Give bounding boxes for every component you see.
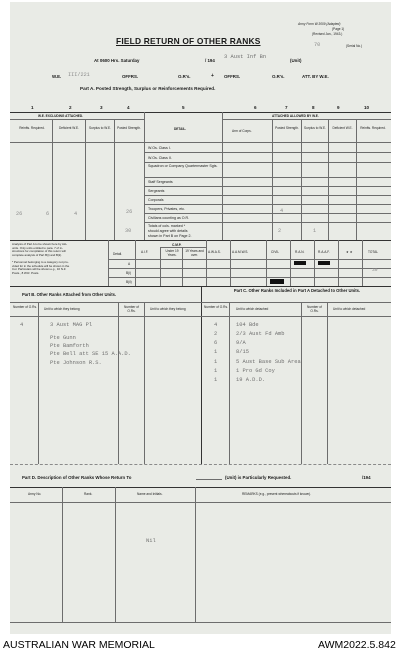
analysis-note [12, 243, 69, 275]
pc-row-0-unit: 104 Bde [236, 322, 259, 328]
head-reinfts: Reinfts. Required. [19, 126, 45, 130]
ah-aif: A.I.F. [141, 250, 149, 254]
analysis-vrule [362, 240, 363, 286]
line-at-time: 0600 [99, 58, 110, 63]
pc-row-4-n: 1 [214, 359, 218, 365]
col-num-8: 8 [312, 105, 315, 110]
line-at-hrs-day: Hrs. Saturday [110, 58, 140, 63]
analysis-note-l3: structions for compilation of this return will [12, 249, 66, 254]
entry-col7-mark: 2 [278, 228, 282, 234]
part-a-rule [10, 119, 144, 120]
pd-entry: Nil [146, 538, 156, 544]
ar-bii: B(ii) [126, 280, 132, 284]
analysis-note-l6: * Personnel belonging to a category not pro- [12, 259, 69, 264]
form-title: FIELD RETURN OF OTHER RANKS [116, 36, 261, 46]
part-d-vrule [115, 487, 116, 622]
pb-row-1-unit: Pte Gunn [50, 335, 76, 341]
head-r-surplus: Surplus to W.E. [304, 126, 326, 130]
head-deficient: Deficient W.E. [58, 126, 80, 130]
pc-row-1-n: 2 [214, 331, 218, 337]
part-a-rule [222, 119, 391, 120]
we-excl-header: W.E. EXCLUDING ATTACHED. [38, 114, 84, 118]
col-num-1: 1 [31, 105, 34, 110]
ah-under19: Under 19 Years. [165, 249, 179, 257]
part-d-vrule [195, 487, 196, 622]
entry-col6-posted: 4 [280, 208, 284, 214]
pc-row-3-unit: 8/15 [236, 349, 249, 355]
col-num-7: 7 [285, 105, 288, 110]
part-a-vrule [114, 119, 115, 240]
analysis-note-l7: vided for in the schedule will be shown in the [12, 263, 70, 268]
detail-rule [144, 162, 391, 163]
pc-row-5-n: 1 [214, 368, 218, 374]
head-posted: Posted Strength. [117, 126, 141, 130]
entry-col2: 4 [74, 211, 78, 217]
analysis-vrule [160, 247, 161, 286]
part-a-vrule [222, 112, 223, 240]
unit-label: (Unit) [290, 58, 302, 63]
col-num-4: 4 [127, 105, 130, 110]
redaction-block [270, 279, 284, 284]
col-num-3: 3 [100, 105, 103, 110]
serial-no-label: (Serial No.) [346, 44, 363, 48]
head-r-posted: Posted Strength. [275, 126, 299, 130]
col-num-10: 10 [364, 105, 370, 110]
part-d-top-rule [10, 487, 391, 488]
footer-right: AWM2022.5.842 [318, 639, 396, 651]
line-at [94, 58, 139, 63]
pc-row-4-unit: 5 Aust Base Sub Area [236, 359, 301, 365]
part-d-bottom-rule [10, 622, 391, 623]
detail-row-sgt: Sergeants [148, 189, 165, 193]
detail-rule [144, 177, 391, 178]
pc-row-6-unit: 19 A.D.D. [236, 377, 266, 383]
totals-line3: shown in Part B on Page 2. [148, 234, 192, 238]
ah-awas: A.W.A.S. [208, 250, 221, 254]
pc-head-u2: Unit to which detached [333, 307, 366, 311]
form-ref-line2: (Page 1) [332, 27, 345, 31]
detail-rule [144, 152, 391, 153]
part-c-vrule [327, 302, 328, 464]
pc-row-0-n: 4 [214, 322, 218, 328]
pb-head-u1: Unit to which they belong [44, 307, 80, 311]
pb-head-u2: Unit to which they belong [150, 307, 186, 311]
part-c-vrule [301, 302, 302, 464]
detail-rule [144, 204, 391, 205]
part-d-title2: (Unit) is Particularly Requested. [225, 475, 292, 480]
analysis-vrule [182, 247, 183, 286]
entry-col4-total: 30 [125, 228, 132, 234]
part-d-vrule [62, 487, 63, 622]
analysis-vrule [314, 240, 315, 286]
unit-value: 3 Aust Inf Bn [224, 54, 267, 60]
detail-row-woii: W.Os. Class II. [148, 156, 172, 160]
ah-stars: ★ ★ [346, 250, 353, 254]
footer-left: AUSTRALIAN WAR MEMORIAL [3, 639, 155, 651]
pc-row-5-unit: 1 Pro Gd Coy [236, 368, 275, 374]
detail-rule [144, 195, 391, 196]
analysis-vrule [135, 240, 136, 286]
detail-row-cpl: Corporals [148, 198, 164, 202]
pb-head-n2: Number of O.Rs. [124, 305, 139, 313]
totals-line1: Totals of cols. marked * [148, 224, 186, 228]
pc-head-n2: Number of O.Rs. [307, 305, 322, 313]
part-a-vrule [52, 119, 53, 240]
part-bc-rule [10, 316, 391, 317]
ah-raaf: R.A.A.F. [318, 250, 330, 254]
analysis-note-l8: Col. Particulars will be shown e.g., 16 N.Z. [12, 267, 67, 272]
ar-detail: Detail. [113, 252, 123, 256]
pb-row-4-unit: Pte Johnson R.S. [50, 360, 102, 366]
line-at-prefix: At [94, 58, 99, 63]
part-b-vrule [144, 302, 145, 464]
analysis-rule [160, 247, 206, 248]
we-value: III/221 [68, 72, 90, 78]
ah-19over: 19 Years and over. [185, 249, 204, 257]
col-num-6: 6 [254, 105, 257, 110]
perforation-line [10, 464, 391, 465]
part-b-vrule [118, 302, 119, 464]
detail-rule [144, 186, 391, 187]
part-d-date: /194 [362, 475, 371, 480]
form-ref-line1: Army Form W.3009 (Adapted) [298, 22, 341, 26]
detail-rule [144, 222, 391, 223]
pd-head-armno: Army No. [28, 492, 42, 496]
we-plus: + [211, 73, 214, 79]
pc-head-u1: Unit to which detached [236, 307, 269, 311]
detail-row-ssgt: Staff Sergeants [148, 180, 173, 184]
pc-row-6-n: 1 [214, 377, 218, 383]
entry-col8-mark: 1 [313, 228, 317, 234]
line-at-date: / 194 [205, 58, 215, 63]
pc-head-n1: Number of O.Rs. [204, 305, 228, 309]
analysis-rule [108, 268, 391, 269]
ah-civil: CIVIL [271, 250, 279, 254]
col-num-2: 2 [69, 105, 72, 110]
analysis-vrule [206, 240, 207, 286]
pc-row-2-unit: 9/A [236, 340, 246, 346]
head-detail: DETAIL. [174, 127, 187, 131]
analysis-vrule [230, 240, 231, 286]
detail-row-pte: Troopers, Privates, etc. [148, 207, 186, 211]
head-surplus: Surplus to W.E. [89, 126, 111, 130]
ah-total: TOTAL [368, 250, 378, 254]
detail-row-woi: W.Os. Class I. [148, 146, 171, 150]
ah-ran: R.A.N. [295, 250, 305, 254]
pb-row-3-unit: Pte Bell att SE 15 A.A.D. [50, 351, 131, 357]
we-offrs: OFFRS. [122, 74, 139, 79]
part-a-top-rule [10, 112, 391, 113]
entry-col3: 6 [46, 211, 50, 217]
pc-row-3-n: 1 [214, 349, 218, 355]
redaction-block [318, 261, 330, 265]
cmp-header: C.M.P. [172, 243, 182, 247]
we-ors2: O.R's. [272, 74, 285, 79]
analysis-note-l2: units. Only units entitled to para. 7 of in- [12, 245, 63, 250]
part-d-rule [10, 502, 391, 503]
part-d-unit-blank [196, 479, 222, 480]
att-allowed-header: ATTACHED ALLOWED BY W.E. [272, 114, 319, 118]
head-r-deficient: Deficient W.E. [332, 126, 353, 130]
analysis-note-l1: Analysis of Part A to be shown here by ALL [12, 242, 68, 246]
part-a-rule [10, 142, 391, 143]
analysis-vrule [338, 240, 339, 286]
we-label: W.E. [52, 74, 62, 79]
part-b-vrule [38, 302, 39, 464]
detail-row-cqms: Squadron or Company Quartermaster Sgts. [148, 164, 218, 168]
pb-row-2-unit: Pte Bamforth [50, 343, 89, 349]
detail-row-civ: Civilians counting as O.R. [148, 216, 190, 220]
part-a-title: Part A. Posted Strength, Surplus or Reinforcements Required. [80, 86, 216, 91]
part-a-vrule [144, 112, 145, 240]
part-bc-divider [201, 286, 202, 464]
part-a-bottom-rule [10, 240, 391, 241]
pb-row-0-n: 4 [20, 322, 24, 328]
col-num-9: 9 [337, 105, 340, 110]
part-d-title: Part D. Description of Other Ranks Whose Return To [22, 475, 132, 480]
part-b-title: Part B. Other Ranks Attached from Other Units. [22, 292, 117, 297]
serial-value: 70 [314, 42, 321, 48]
we-ors: O.R's. [178, 74, 191, 79]
detail-rule [144, 213, 391, 214]
analysis-rule [108, 259, 391, 260]
head-arm: Arm of Corps. [232, 129, 252, 133]
pd-head-name: Name and Initials. [137, 492, 163, 496]
ah-aamws: A.A.M.W.S. [232, 250, 249, 254]
redaction-block [294, 261, 306, 265]
pc-row-2-n: 6 [214, 340, 218, 346]
pd-head-remarks: REMARKS (e.g., present whereabouts if known). [242, 492, 312, 496]
ar-bi: B(i) [126, 271, 131, 275]
form-ref-line3: (Revised Jan., 1943.) [312, 32, 343, 36]
we-att: ATT. BY W.E. [302, 74, 329, 79]
pd-head-rank: Rank. [84, 492, 93, 496]
part-c-vrule [229, 302, 230, 464]
totals-line2: should agree with details [148, 229, 188, 233]
analysis-vrule [266, 240, 267, 286]
part-bc-rule [10, 302, 391, 303]
part-a-vrule [85, 119, 86, 240]
head-r-reinfts: Reinfts. Required. [360, 126, 386, 130]
analysis-total-b1: 30 [372, 268, 378, 273]
entry-col4-posted: 26 [126, 209, 133, 215]
analysis-vrule [290, 240, 291, 286]
form-sheet [10, 2, 391, 634]
analysis-note-l9: Posts., 8 W.R. Posts. [12, 270, 40, 275]
part-c-title: Part C. Other Ranks Included in Part A Detached to Other Units. [233, 288, 361, 293]
pb-head-n1: Number of O.Rs. [13, 305, 37, 309]
pb-row-0-unit: 3 Aust MAG Pl [50, 322, 93, 328]
analysis-note-l4: complete analysis of Part B(i) and B(ii). [12, 252, 62, 257]
analysis-vrule [108, 240, 109, 286]
entry-col1: 26 [16, 211, 23, 217]
pc-row-1-unit: 2/3 Aust Fd Amb [236, 331, 285, 337]
we-offrs2: OFFRS. [224, 74, 241, 79]
col-num-5: 5 [182, 105, 185, 110]
analysis-rule [108, 277, 391, 278]
ar-a: A [128, 262, 131, 266]
